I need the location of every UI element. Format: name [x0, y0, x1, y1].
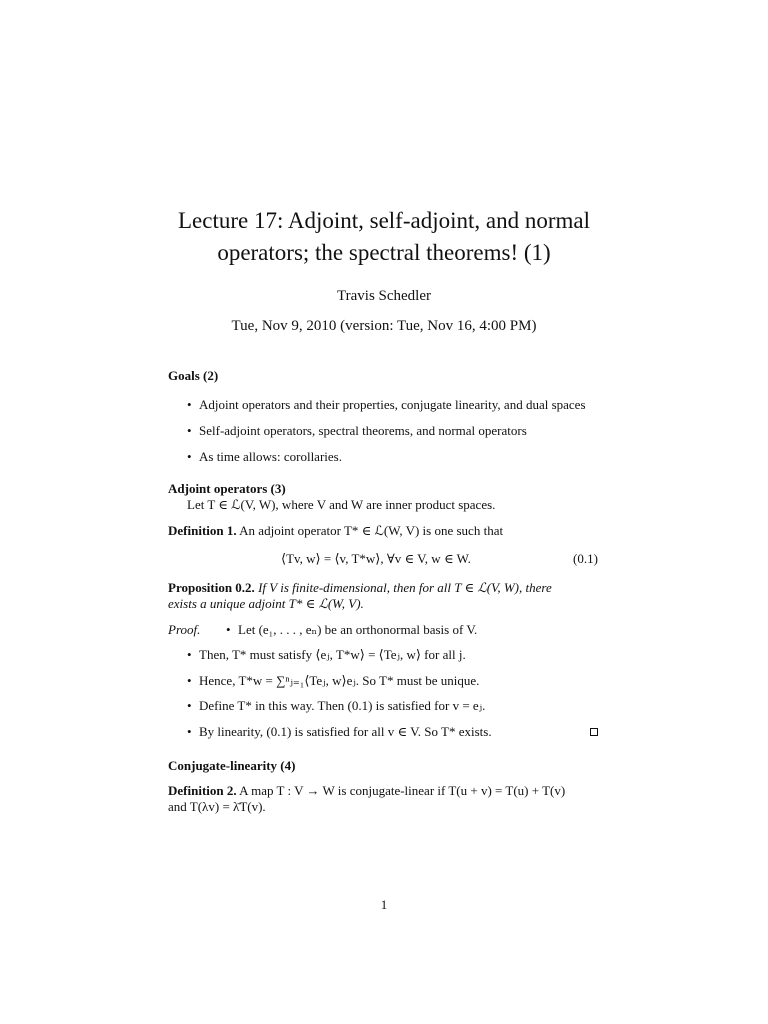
title-line-1: Lecture 17: Adjoint, self-adjoint, and normal — [178, 208, 590, 233]
proof-item — [226, 622, 477, 638]
definition-text-2: and T(λv) = λ̄T(v). — [168, 799, 266, 814]
conj-heading: Conjugate-linearity (4) — [168, 758, 296, 773]
goals-item-text: Adjoint operators and their properties, conjugate linearity, and dual spaces — [199, 397, 586, 412]
definition-text: An adjoint operator T* ∈ ℒ(W, V) is one such that — [239, 523, 504, 538]
definition-label: Definition 2. — [168, 783, 237, 798]
goals-item — [187, 449, 342, 465]
definition-2 — [168, 783, 565, 799]
bullet-icon: • — [226, 622, 231, 637]
bullet-icon: • — [187, 724, 192, 739]
proof-item — [187, 647, 466, 663]
proof-item — [187, 724, 492, 740]
adjoint-intro: Let T ∈ ℒ(V, W), where V and W are inner product spaces. — [187, 497, 496, 512]
bullet-icon: • — [187, 673, 192, 688]
bullet-icon: • — [187, 423, 192, 438]
author: Travis Schedler — [336, 288, 432, 304]
proof-label: Proof. — [168, 622, 201, 637]
title-line-2: operators; the spectral theorems! (1) — [217, 240, 551, 265]
proposition-text-1: If V is finite-dimensional, then for all T ∈ ℒ(V, W), there — [258, 580, 552, 595]
bullet-icon: • — [187, 647, 192, 662]
proposition-text-2: exists a unique adjoint T* ∈ ℒ(W, V). — [168, 596, 364, 611]
definition-text-1: A map T : V → W is conjugate-linear if T(u + v) = T(u) + T(v) — [239, 783, 566, 798]
proof-item-text: Define T* in this way. Then (0.1) is satisfied for v = eⱼ. — [199, 698, 486, 713]
equation-0-1: ⟨Tv, w⟩ = ⟨v, T*w⟩, ∀v ∈ V, w ∈ W. — [281, 551, 471, 566]
proof-item-text: By linearity, (0.1) is satisfied for all v ∈ V. So T* exists. — [199, 724, 492, 739]
bullet-icon: • — [187, 698, 192, 713]
proof-item-text: Hence, T*w = ∑ⁿⱼ₌₁⟨Teⱼ, w⟩eⱼ. So T* must be unique. — [199, 673, 480, 688]
equation-number: (0.1) — [573, 551, 598, 566]
date-line: Tue, Nov 9, 2010 (version: Tue, Nov 16, 4:00 PM) — [231, 318, 537, 334]
definition-label: Definition 1. — [168, 523, 237, 538]
page-number: 1 — [380, 897, 388, 912]
adjoint-heading: Adjoint operators (3) — [168, 481, 286, 496]
proposition-0-2 — [168, 580, 552, 596]
goals-item-text: Self-adjoint operators, spectral theorems, and normal operators — [199, 423, 527, 438]
bullet-icon: • — [187, 397, 192, 412]
proof-item-text: Let (e₁, . . . , eₙ) be an orthonormal basis of V. — [238, 622, 478, 637]
proof-item — [187, 673, 479, 689]
goals-item-text: As time allows: corollaries. — [199, 449, 342, 464]
goals-heading: Goals (2) — [168, 368, 219, 383]
proof-item-text: Then, T* must satisfy ⟨eⱼ, T*w⟩ = ⟨Teⱼ, w⟩ for all j. — [199, 647, 466, 662]
qed-square-icon — [590, 728, 598, 736]
bullet-icon: • — [187, 449, 192, 464]
goals-item — [187, 423, 527, 439]
goals-item — [187, 397, 586, 413]
proof-item — [187, 698, 485, 714]
definition-1 — [168, 523, 503, 539]
proposition-label: Proposition 0.2. — [168, 580, 255, 595]
